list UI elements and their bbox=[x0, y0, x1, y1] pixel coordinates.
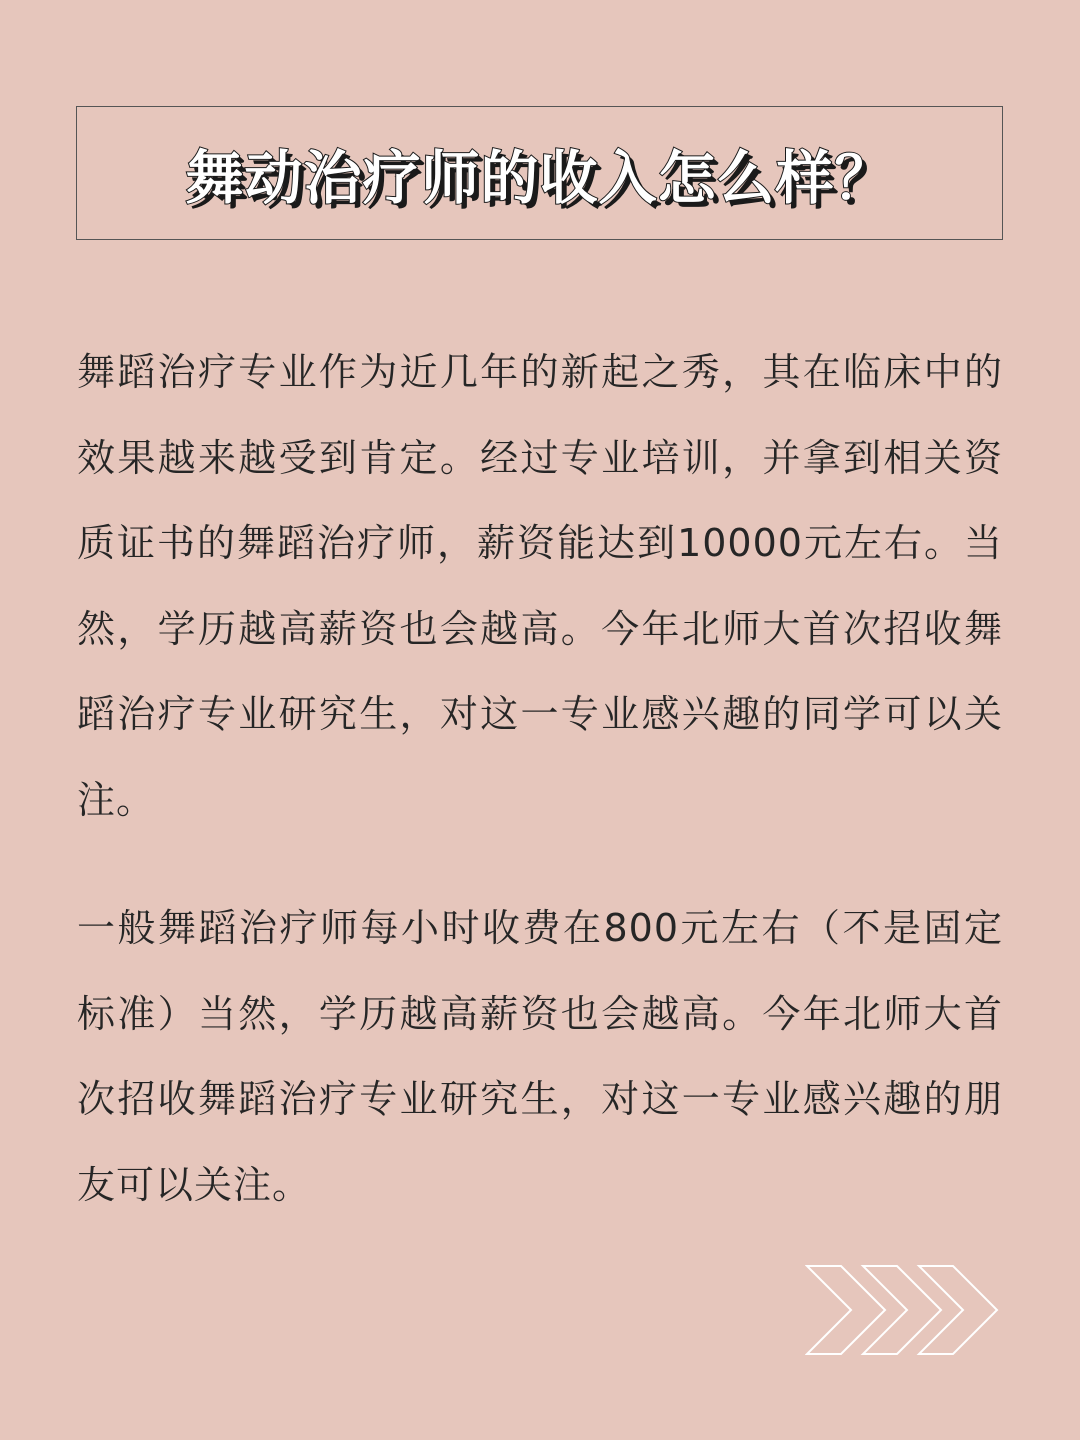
page-title: 舞动治疗师的收入怎么样？ bbox=[185, 144, 894, 212]
triple-chevron-right-icon bbox=[805, 1264, 1005, 1356]
body-paragraph-2: 一般舞蹈治疗师每小时收费在800元左右（不是固定标准）当然，学历越高薪资也会越高。今年北师大首次招收舞蹈治疗专业研究生，对这一专业感兴趣的朋友可以关注。 bbox=[77, 906, 1003, 1207]
body-paragraph-1: 舞蹈治疗专业作为近几年的新起之秀，其在临床中的效果越来越受到肯定。经过专业培训，并拿到相关资质证书的舞蹈治疗师，薪资能达到10000元左右。当然，学历越高薪资也会越高。今年北师大首次招收舞蹈治疗专业研究生，对这一专业感兴趣的同学可以关注。 bbox=[77, 350, 1003, 822]
title-frame bbox=[76, 106, 1003, 240]
